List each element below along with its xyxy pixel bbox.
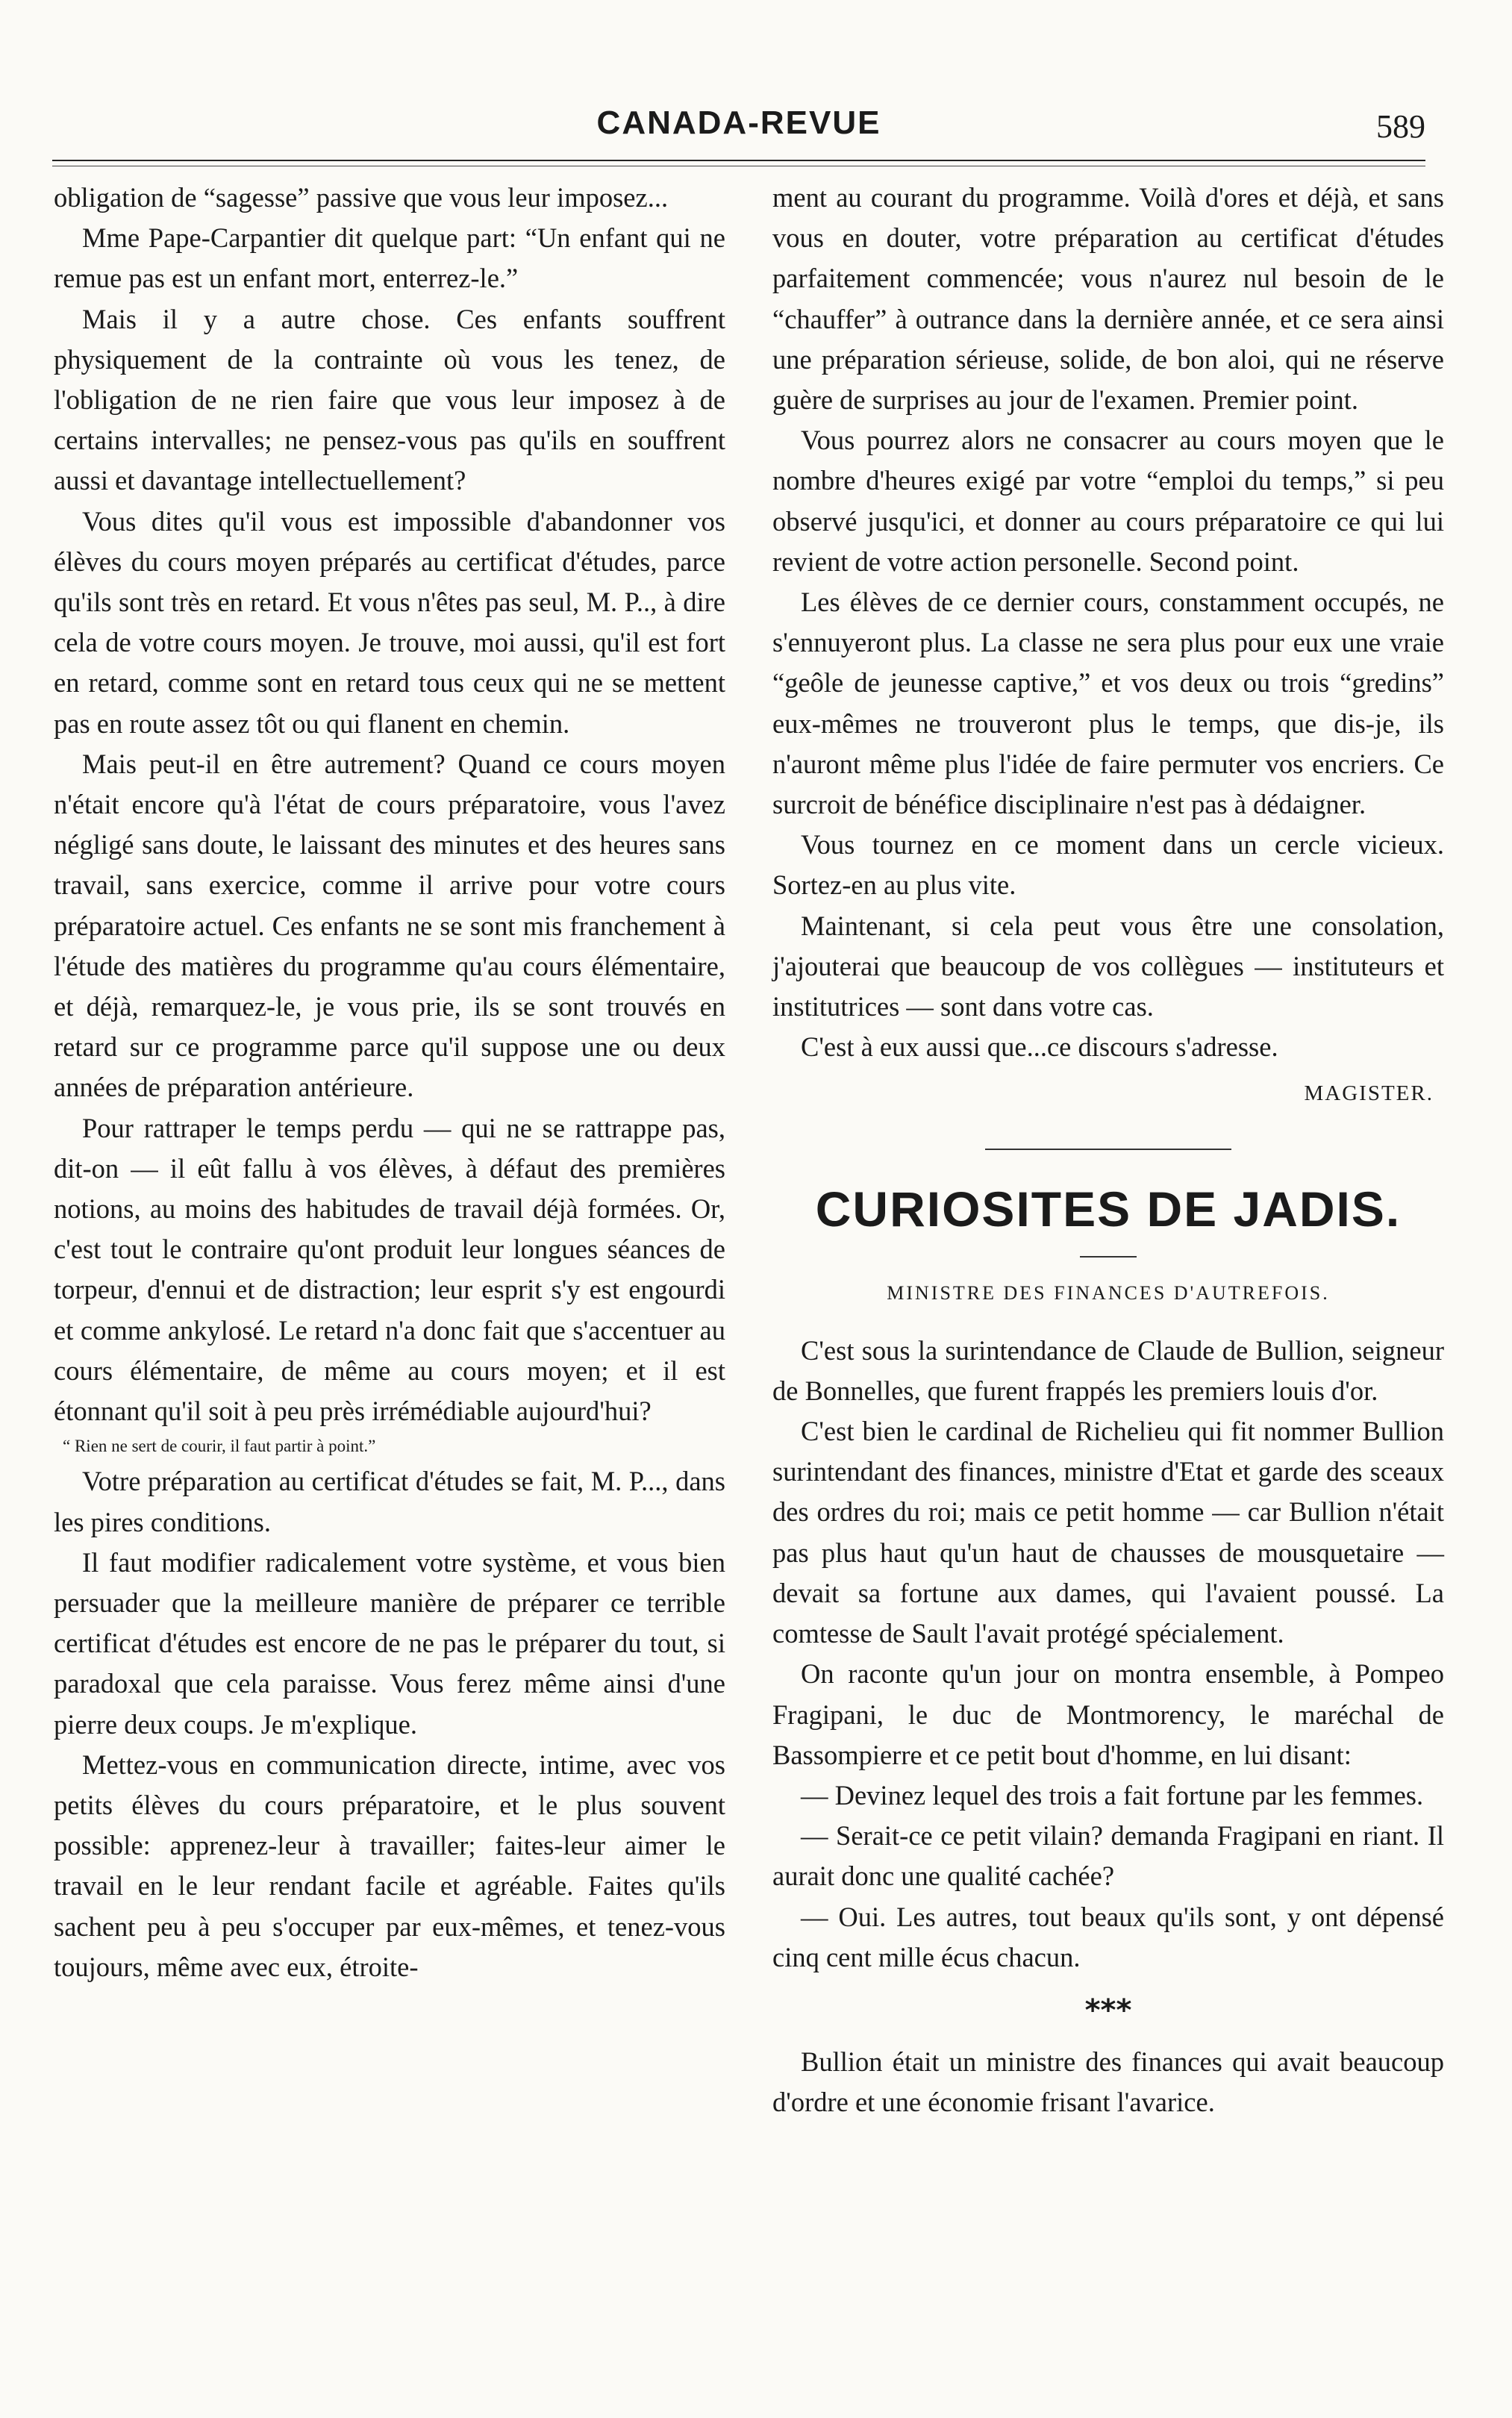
title-divider [1080, 1256, 1137, 1258]
page-number: 589 [1376, 108, 1425, 145]
section-title: CURIOSITES DE JADIS. [815, 1181, 1402, 1237]
asterism: *** [1084, 1993, 1132, 2028]
paragraph: Votre préparation au certificat d'études se fait, M. P..., dans les pires conditions. [54, 1466, 725, 1537]
paragraph: Il faut modifier radicalement votre système, et vous bien persuader que la meilleure manière de préparer ce terrible certificat d'études est encore de ne pas le préparer du tout, si paradoxal que cela paraisse. Vous ferez même ainsi d'une pierre deux coups. Je m'explique. [54, 1546, 725, 1740]
paragraph: Vous tournez en ce moment dans un cercle vicieux. Sortez-en au plus vite. [772, 829, 1444, 901]
paragraph: Mettez-vous en communication directe, intime, avec vos petits élèves du cours préparatoire, et le plus souvent possible: apprenez-leur à travailler; faites-leur aimer le travail en le leur rendant facile et agréable. Faites qu'ils sachent peu à peu s'occuper par eux-mêmes, et tenez-vous toujours, même avec eux, étroite- [54, 1749, 725, 1982]
paragraph: Vous pourrez alors ne consacrer au cours moyen que le nombre d'heures exigé par votre “emploi du temps,” si peu observé jusqu'ici, et donner au cours préparatoire ce qui lui revient de votre action personelle. Second point. [772, 425, 1444, 577]
paragraph: On raconte qu'un jour on montra ensemble, à Pompeo Fragipani, le duc de Montmorency, le maréchal de Bassompierre et ce petit bout d'homme, en lui disant: [772, 1658, 1444, 1770]
right-column [772, 178, 1444, 2122]
section-divider [985, 1149, 1231, 1150]
paragraph: C'est sous la surintendance de Claude de Bullion, seigneur de Bonnelles, que furent frappés les premiers louis d'or. [772, 1334, 1444, 1406]
paragraph: C'est à eux aussi que...ce discours s'adresse. [801, 1031, 1278, 1063]
paragraph: — Serait-ce ce petit vilain? demanda Fragipani en riant. Il aurait donc une qualité cachée? [772, 1820, 1444, 1892]
paragraph: Vous dites qu'il vous est impossible d'abandonner vos élèves du cours moyen préparés au certificat d'études, parce qu'ils sont très en retard. Et vous n'êtes pas seul, M. P.., à dire cela de votre cours moyen. Je trouve, moi aussi, qu'il est fort en retard, comme sont en retard tous ceux qui ne se mettent pas en route assez tôt ou qui flanent en chemin. [54, 505, 725, 739]
left-column [54, 178, 725, 1987]
paragraph: obligation de “sagesse” passive que vous leur imposez... [54, 182, 669, 213]
paragraph: Mais il y a autre chose. Ces enfants souffrent physiquement de la contrainte où vous les tenez, de l'obligation de ne rien faire que vous leur imposez à de certains intervalles; ne pensez-vous pas qu'ils en souffrent aussi et davantage intellectuellement? [54, 303, 725, 496]
paragraph: Mais peut-il en être autrement? Quand ce cours moyen n'était encore qu'à l'état de cours préparatoire, vous l'avez négligé sans doute, le laissant des minutes et des heures sans travail, sans exercice, comme il arrive pour votre cours préparatoire actuel. Ces enfants ne se sont mis franchement à l'étude des matières du programme qu'au cours élémentaire, et déjà, remarquez-le, je vous prie, ils se sont trouvés en retard sur ce programme parce qu'il suppose une ou deux années de préparation antérieure. [54, 748, 725, 1103]
paragraph: Pour rattraper le temps perdu — qui ne se rattrappe pas, dit-on — il eût fallu à vos élèves, à défaut des premières notions, au moins des habitudes de travail déjà formées. Or, c'est tout le contraire qu'ont produit leur longues séances de torpeur, d'ennui et de distraction; leur esprit s'y est engourdi et comme ankylosé. Le retard n'a donc fait que s'accentuer au cours élémentaire, de même au cours moyen; et il est étonnant qu'il soit à peu près irrémédiable aujourd'hui? [54, 1112, 725, 1427]
paragraph: C'est bien le cardinal de Richelieu qui fit nommer Bullion surintendant des finances, ministre d'Etat et garde des sceaux des ordres du roi; mais ce petit homme — car Bullion n'était pas plus haut qu'un haut de chausses de mousquetaire — devait sa fortune aux dames, qui l'avaient poussé. La comtesse de Sault l'avait protégé spécialement. [772, 1416, 1444, 1649]
page-header [52, 104, 1425, 157]
paragraph: ment au courant du programme. Voilà d'ores et déjà, et sans vous en douter, votre préparation au certificat d'études parfaitement commencée; vous n'aurez nul besoin de le “chauffer” à outrance dans la dernière année, et ce sera ainsi une préparation sérieuse, solide, de bon aloi, qui ne réserve guère de surprises au jour de l'examen. Premier point. [772, 182, 1444, 416]
paragraph: Bullion était un ministre des finances qui avait beaucoup d'ordre et une économie frisant l'avarice. [772, 2046, 1444, 2118]
paragraph: — Oui. Les autres, tout beaux qu'ils sont, y ont dépensé cinq cent mille écus chacun. [772, 1901, 1444, 1972]
section-subtitle: MINISTRE DES FINANCES D'AUTREFOIS. [887, 1281, 1330, 1304]
paragraph: Les élèves de ce dernier cours, constamment occupés, ne s'ennuyeront plus. La classe ne sera plus pour eux une vraie “geôle de jeunesse captive,” et vos deux ou trois “gredins” eux-mêmes ne trouveront plus le temps, que dis-je, ils n'auront même plus l'idée de faire permuter vos encriers. Ce surcroit de bénéfice disciplinaire n'est pas à dédaigner. [772, 587, 1444, 820]
paragraph: Mme Pape-Carpantier dit quelque part: “Un enfant qui ne remue pas est un enfant mort, enterrez-le.” [54, 222, 725, 294]
header-rule [52, 160, 1425, 161]
paragraph: Maintenant, si cela peut vous être une consolation, j'ajouterai que beaucoup de vos collègues — instituteurs et institutrices — sont dans votre cas. [772, 910, 1444, 1022]
paragraph: — Devinez lequel des trois a fait fortune par les femmes. [801, 1779, 1424, 1811]
quotation: “ Rien ne sert de courir, il faut partir à point.” [63, 1437, 376, 1456]
signature: MAGISTER. [1304, 1081, 1434, 1106]
running-title: CANADA-REVUE [596, 104, 881, 141]
